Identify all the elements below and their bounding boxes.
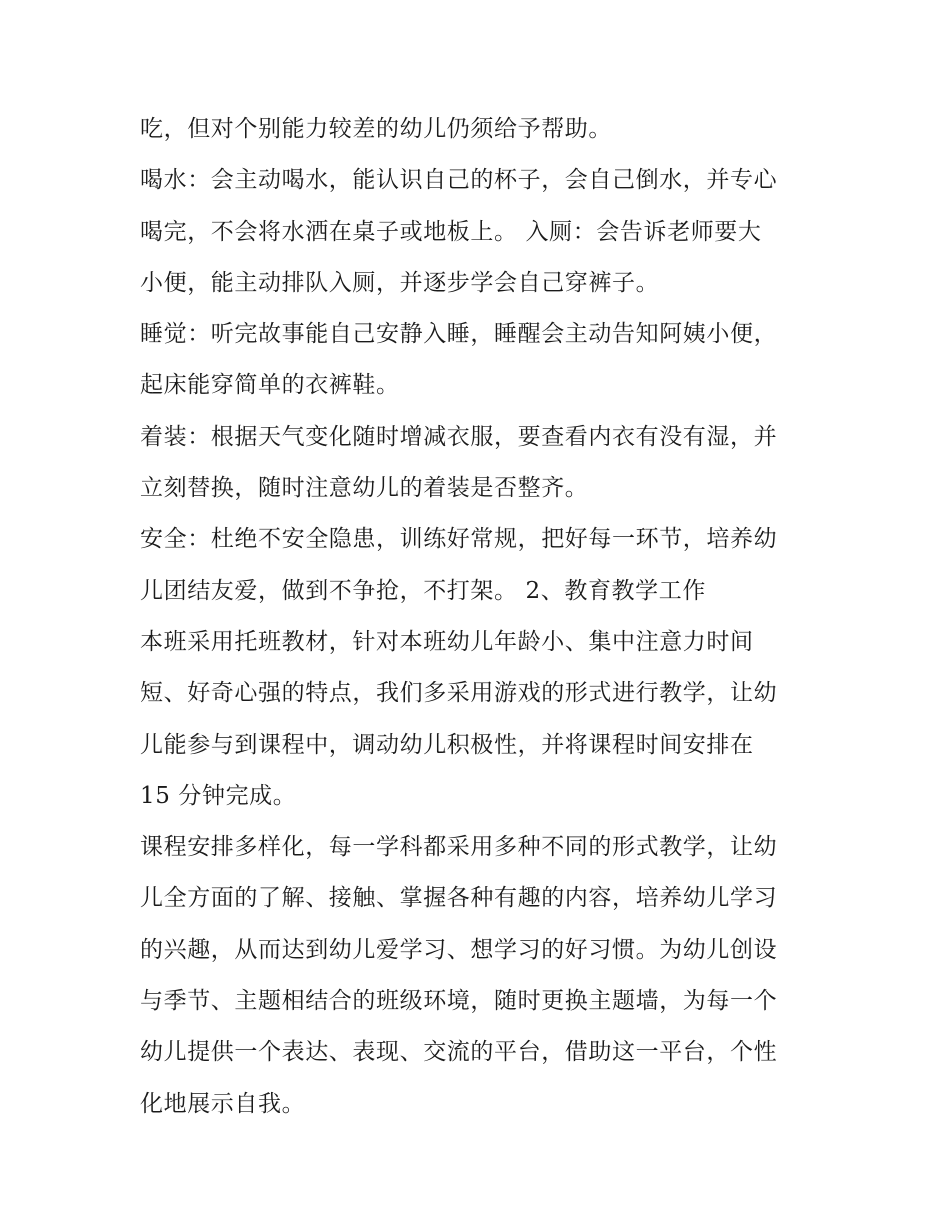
text-line: 立刻替换，随时注意幼儿的着装是否整齐。 (140, 475, 589, 502)
text-line: 化地展示自我。 (140, 1090, 306, 1117)
text-line: 短、好奇心强的特点，我们多采用游戏的形式进行教学，让幼 (140, 680, 778, 707)
text-line: 的兴趣，从而达到幼儿爱学习、想学习的好习惯。为幼儿创设 (140, 936, 778, 963)
body-text (140, 104, 820, 1130)
text-line: 儿团结友爱，做到不争抢，不打架。 2、教育教学工作 (140, 577, 706, 604)
text-line: 儿全方面的了解、接触、掌握各种有趣的内容，培养幼儿学习 (140, 885, 778, 912)
text-line: 起床能穿简单的衣裤鞋。 (140, 372, 400, 399)
text-line: 本班采用托班教材，针对本班幼儿年龄小、集中注意力时间 (140, 628, 754, 655)
text-line: 15 分钟完成。 (140, 782, 297, 809)
text-line: 儿能参与到课程中，调动幼儿积极性，并将课程时间安排在 (140, 731, 754, 758)
text-line: 小便，能主动排队入厕，并逐步学会自己穿裤子。 (140, 269, 660, 296)
text-line: 与季节、主题相结合的班级环境，随时更换主题墙，为每一个 (140, 988, 778, 1015)
text-line: 幼儿提供一个表达、表现、交流的平台，借助这一平台，个性 (140, 1039, 778, 1066)
text-line: 喝完，不会将水洒在桌子或地板上。 入厕：会告诉老师要大 (140, 218, 762, 245)
text-line: 课程安排多样化，每一学科都采用多种不同的形式教学，让幼 (140, 834, 778, 861)
text-line: 着装：根据天气变化随时增减衣服，要查看内衣有没有湿，并 (140, 423, 778, 450)
text-line: 吃，但对个别能力较差的幼儿仍须给予帮助。 (140, 116, 612, 142)
text-line: 睡觉：听完故事能自己安静入睡，睡醒会主动告知阿姨小便， (140, 321, 778, 348)
text-line: 喝水：会主动喝水，能认识自己的杯子，会自己倒水，并专心 (140, 167, 778, 194)
text-line: 安全：杜绝不安全隐患，训练好常规，把好每一环节，培养幼 (140, 526, 778, 553)
